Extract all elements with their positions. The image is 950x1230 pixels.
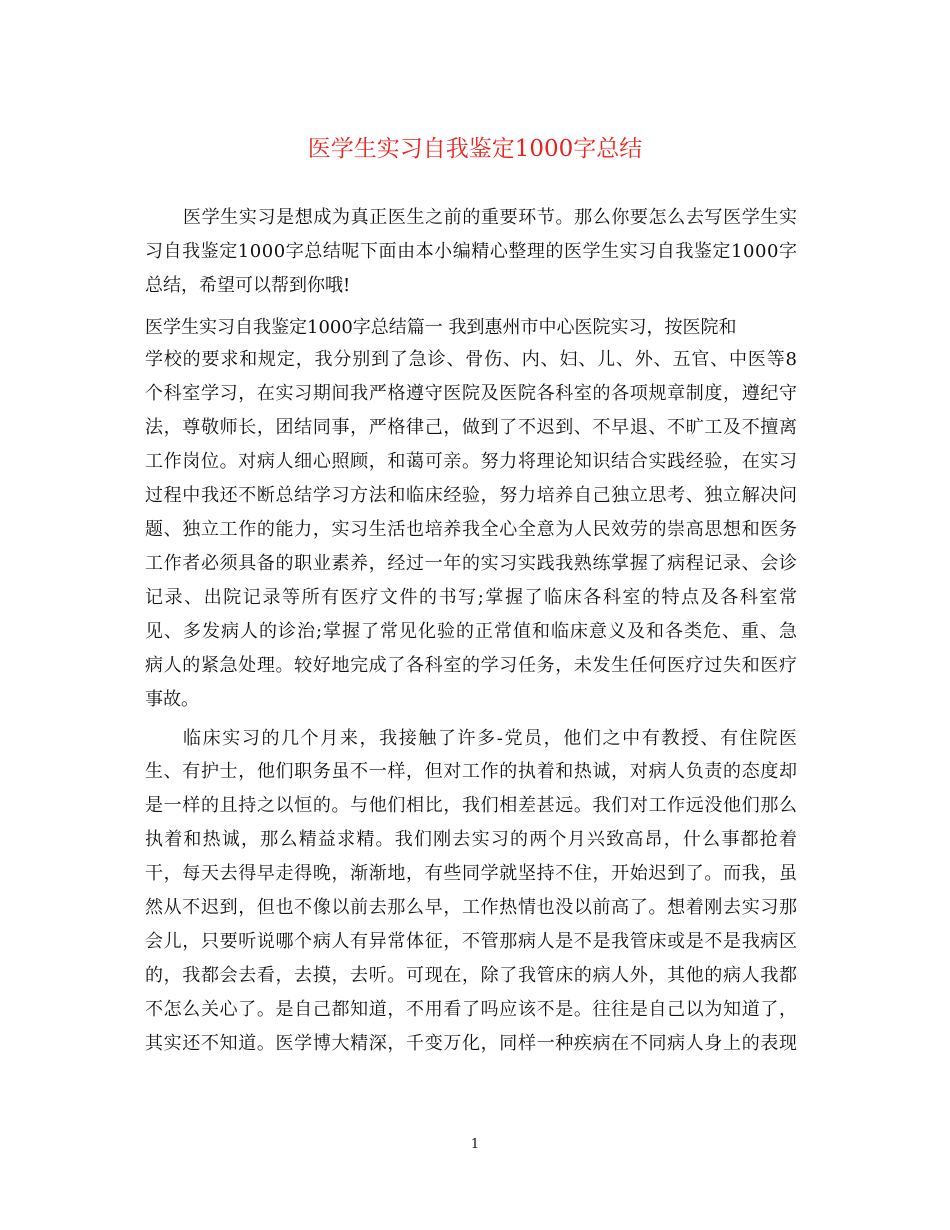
text-line-content: 是一样的且持之以恒的。与他们相比，我们相差甚远。我们对工作远没他们那么 (145, 795, 798, 816)
text-line-content: 法，尊敬师长，团结同事，严格律己，做到了不迟到、不早退、不旷工及不擅离 (145, 417, 798, 438)
document-title: 医学生实习自我鉴定1000字总结 (307, 136, 643, 162)
text-line-content: 病人的紧急处理。较好地完成了各科室的学习任务，未发生任何医疗过失和医疗 (145, 655, 798, 676)
text-line-content: 个科室学习，在实习期间我严格遵守医院及医院各科室的各项规章制度，遵纪守 (145, 383, 798, 404)
text-line-content: 的，我都会去看，去摸，去听。可现在，除了我管床的病人外，其他的病人我都 (145, 965, 798, 986)
text-line-content: 记录、出院记录等所有医疗文件的书写;掌握了临床各科室的特点及各科室常 (145, 587, 799, 608)
text-line-content: 生、有护士，他们职务虽不一样，但对工作的执着和热诚，对病人负责的态度却 (145, 761, 798, 782)
text-line-content: 学校的要求和规定，我分别到了急诊、骨伤、内、妇、儿、外、五官、中医等8 (145, 349, 798, 370)
text-line-content: 其实还不知道。医学博大精深，千变万化，同样一种疾病在不同病人身上的表现 (145, 1033, 798, 1054)
text-line-content: 临床实习的几个月来，我接触了许多-党员，他们之中有教授、有住院医 (183, 728, 799, 749)
page-number: 1 (470, 1137, 480, 1152)
text-line-content: 会儿，只要听说哪个病人有异常体征，不管那病人是不是我管床或是不是我病区 (145, 931, 798, 952)
text-line-content: 然从不迟到，但也不像以前去那么早，工作热情也没以前高了。想着刚去实习那 (145, 897, 798, 918)
text-line-content: 事故。 (145, 689, 199, 710)
text-line-content: 工作者必须具备的职业素养，经过一年的实习实践我熟练掌握了病程记录、会诊 (145, 553, 798, 574)
text-line-content: 不怎么关心了。是自己都知道，不用看了吗应该不是。往往是自己以为知道了， (145, 999, 798, 1020)
text-line-content: 执着和热诚，那么精益求精。我们刚去实习的两个月兴致高昂，什么事都抢着 (145, 829, 799, 850)
text-line-content: 干，每天去得早走得晚，渐渐地，有些同学就坚持不住，开始迟到了。而我，虽 (145, 863, 798, 884)
text-line-content: 总结，希望可以帮到你哦! (145, 275, 351, 296)
text-line-content: 工作岗位。对病人细心照顾，和蔼可亲。努力将理论知识结合实践经验，在实习 (145, 451, 798, 472)
text-line-content: 题、独立工作的能力，实习生活也培养我全心全意为人民效劳的崇高思想和医务 (145, 519, 798, 540)
text-line-content: 过程中我还不断总结学习方法和临床经验，努力培养自己独立思考、独立解决问 (145, 485, 798, 506)
text-line-content: 医学生实习自我鉴定1000字总结篇一 我到惠州市中心医院实习，按医院和 (145, 317, 737, 338)
text-line-content: 医学生实习是想成为真正医生之前的重要环节。那么你要怎么去写医学生实 (183, 207, 798, 228)
text-line-content: 见、多发病人的诊治;掌握了常见化验的正常值和临床意义及和各类危、重、急 (145, 621, 798, 642)
text-line-content: 习自我鉴定1000字总结呢下面由本小编精心整理的医学生实习自我鉴定1000字 (145, 241, 798, 262)
